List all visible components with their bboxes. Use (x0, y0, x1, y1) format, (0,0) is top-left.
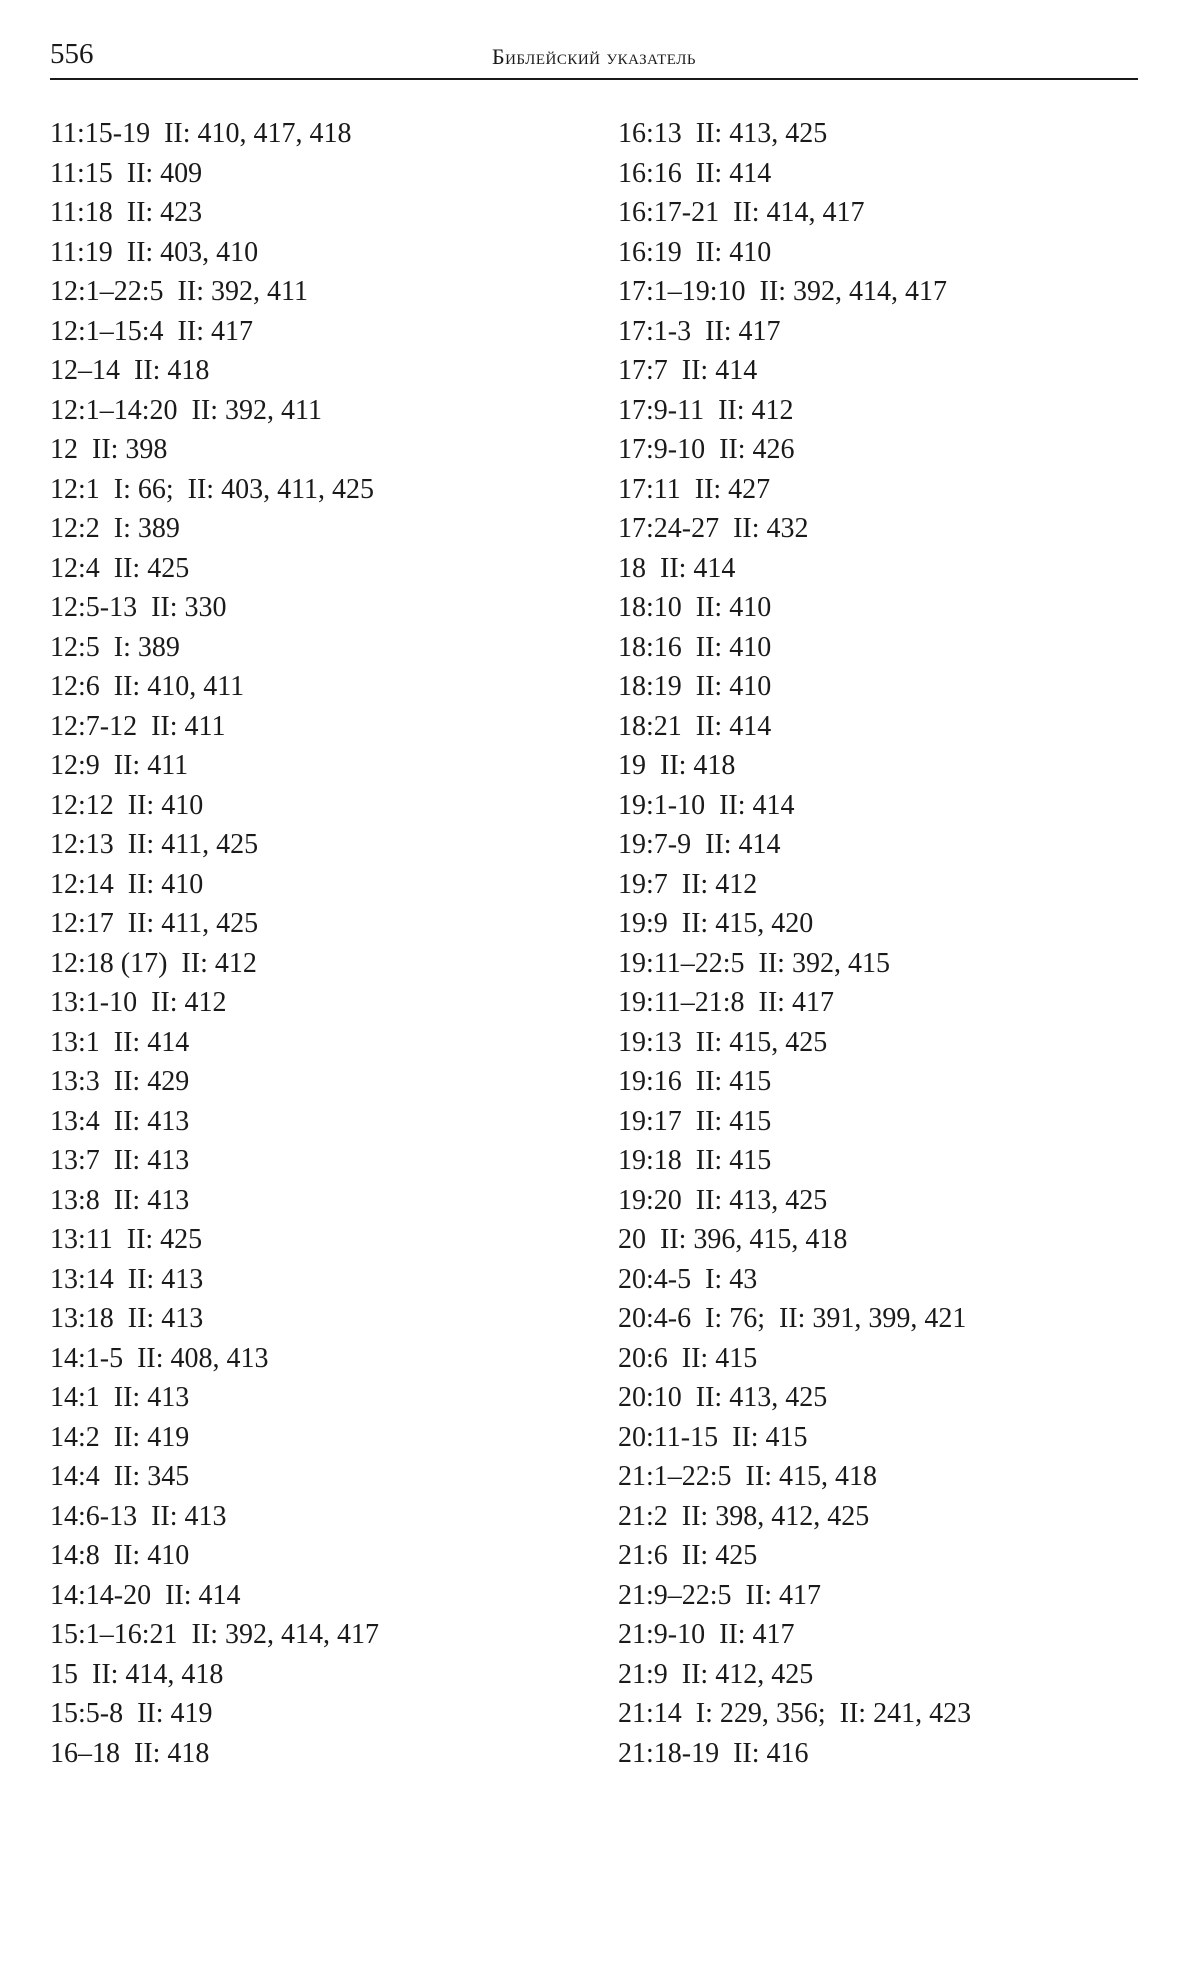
index-entry: 21:9–22:5 II: 417 (618, 1579, 821, 1611)
index-entry: 12:2 I: 389 (50, 513, 180, 544)
index-entry: 13:1 II: 414 (50, 1026, 190, 1058)
index-entry: 12 II: 398 (50, 434, 168, 465)
index-entry: 16:16 II: 414 (618, 157, 772, 189)
index-entry: 12:13 II: 411, 425 (50, 829, 259, 860)
index-entry: 14:4 II: 345 (50, 1461, 190, 1492)
index-entry: 13:11 II: 425 (50, 1224, 203, 1255)
index-entry: 12:12 II: 410 (50, 789, 204, 821)
index-entry: 12:17 II: 411, 425 (50, 908, 259, 939)
index-entry: 21:9-10 II: 417 (618, 1619, 795, 1650)
index-entry: 20:4-5 I: 43 (618, 1263, 758, 1295)
index-entry: 20:6 II: 415 (618, 1342, 758, 1374)
index-entry: 12:1 I: 66; II: 403, 411, 425 (50, 473, 375, 505)
index-entry: 21:9 II: 412, 425 (618, 1658, 814, 1690)
index-entry: 11:15-19 II: 410, 417, 418 (50, 118, 352, 149)
index-entry: 12:9 II: 411 (50, 750, 189, 781)
index-entry: 12:6 II: 410, 411 (50, 671, 245, 702)
index-entry: 19:17 II: 415 (618, 1105, 772, 1137)
index-entry: 12:1–22:5 II: 392, 411 (50, 276, 308, 307)
index-entry: 19:1-10 II: 414 (618, 789, 795, 821)
index-entry: 15 II: 414, 418 (50, 1658, 224, 1690)
index-entry: 19:7-9 II: 414 (618, 829, 781, 860)
index-entry: 21:14 I: 229, 356; II: 241, 423 (618, 1698, 972, 1729)
index-entry: 19 II: 418 (618, 750, 736, 781)
index-entry: 18:19 II: 410 (618, 671, 772, 702)
index-entry: 16:13 II: 413, 425 (618, 118, 828, 149)
index-entry: 14:6-13 II: 413 (50, 1500, 227, 1532)
index-entry: 14:8 II: 410 (50, 1540, 190, 1571)
index-entry: 19:20 II: 413, 425 (618, 1184, 828, 1216)
index-entry: 18:16 II: 410 (618, 631, 772, 663)
index-entry: 16:19 II: 410 (618, 236, 772, 268)
index-entry: 12:5-13 II: 330 (50, 592, 227, 623)
index-entry: 17:1–19:10 II: 392, 414, 417 (618, 276, 947, 307)
index-entry: 17:1-3 II: 417 (618, 315, 781, 347)
index-entry: 21:2 II: 398, 412, 425 (618, 1500, 870, 1532)
index-entry: 19:18 II: 415 (618, 1145, 772, 1176)
index-entry: 18:21 II: 414 (618, 710, 772, 742)
index-entry: 19:9 II: 415, 420 (618, 908, 814, 939)
index-entry: 18 II: 414 (618, 552, 736, 584)
index-entry: 12:1–14:20 II: 392, 411 (50, 394, 322, 426)
index-entry: 12–14 II: 418 (50, 355, 210, 386)
index-entry: 20:11-15 II: 415 (618, 1421, 808, 1453)
index-entry: 12:7-12 II: 411 (50, 710, 226, 742)
page-header (50, 32, 1138, 80)
index-entry: 17:24-27 II: 432 (618, 513, 809, 544)
index-entry: 14:14-20 II: 414 (50, 1579, 241, 1611)
index-entry: 19:16 II: 415 (618, 1066, 772, 1097)
index-entry: 15:5-8 II: 419 (50, 1698, 213, 1729)
index-entry: 12:1–15:4 II: 417 (50, 315, 253, 347)
index-entry: 18:10 II: 410 (618, 592, 772, 623)
index-column-left (50, 114, 610, 1773)
index-entry: 13:7 II: 413 (50, 1145, 190, 1176)
index-entry: 14:1-5 II: 408, 413 (50, 1342, 269, 1374)
index-entry: 20:10 II: 413, 425 (618, 1382, 828, 1413)
index-entry: 21:1–22:5 II: 415, 418 (618, 1461, 877, 1492)
index-entry: 21:18-19 II: 416 (618, 1737, 809, 1769)
index-entry: 12:18 (17) II: 412 (50, 947, 257, 979)
index-entry: 11:15 II: 409 (50, 157, 203, 189)
index-entry: 14:2 II: 419 (50, 1421, 190, 1453)
page-number: 556 (50, 38, 94, 70)
running-title: Библейский указатель (491, 44, 697, 69)
index-column-right (618, 114, 1178, 1773)
index-entry: 20:4-6 I: 76; II: 391, 399, 421 (618, 1303, 967, 1334)
index-entry: 12:14 II: 410 (50, 868, 204, 900)
index-entry: 13:18 II: 413 (50, 1303, 204, 1334)
index-entry: 17:9-10 II: 426 (618, 434, 795, 465)
index-entry: 17:7 II: 414 (618, 355, 758, 386)
index-entry: 19:11–22:5 II: 392, 415 (618, 947, 890, 979)
index-entry: 13:14 II: 413 (50, 1263, 204, 1295)
index-entry: 19:13 II: 415, 425 (618, 1026, 828, 1058)
index-entry: 20 II: 396, 415, 418 (618, 1224, 848, 1255)
index-entry: 17:9-11 II: 412 (618, 394, 794, 426)
index-entry: 11:18 II: 423 (50, 197, 203, 228)
index-entry: 14:1 II: 413 (50, 1382, 190, 1413)
index-entry: 19:7 II: 412 (618, 868, 758, 900)
index-entry: 15:1–16:21 II: 392, 414, 417 (50, 1619, 379, 1650)
index-entry: 11:19 II: 403, 410 (50, 236, 259, 268)
index-entry: 17:11 II: 427 (618, 473, 771, 505)
index-entry: 12:5 I: 389 (50, 631, 180, 663)
index-entry: 13:8 II: 413 (50, 1184, 190, 1216)
index-entry: 13:1-10 II: 412 (50, 987, 227, 1018)
index-entry: 16:17-21 II: 414, 417 (618, 197, 865, 228)
index-entry: 13:4 II: 413 (50, 1105, 190, 1137)
index-entry: 19:11–21:8 II: 417 (618, 987, 834, 1018)
index-entry: 13:3 II: 429 (50, 1066, 190, 1097)
index-entry: 21:6 II: 425 (618, 1540, 758, 1571)
index-entry: 12:4 II: 425 (50, 552, 190, 584)
index-entry: 16–18 II: 418 (50, 1737, 210, 1769)
